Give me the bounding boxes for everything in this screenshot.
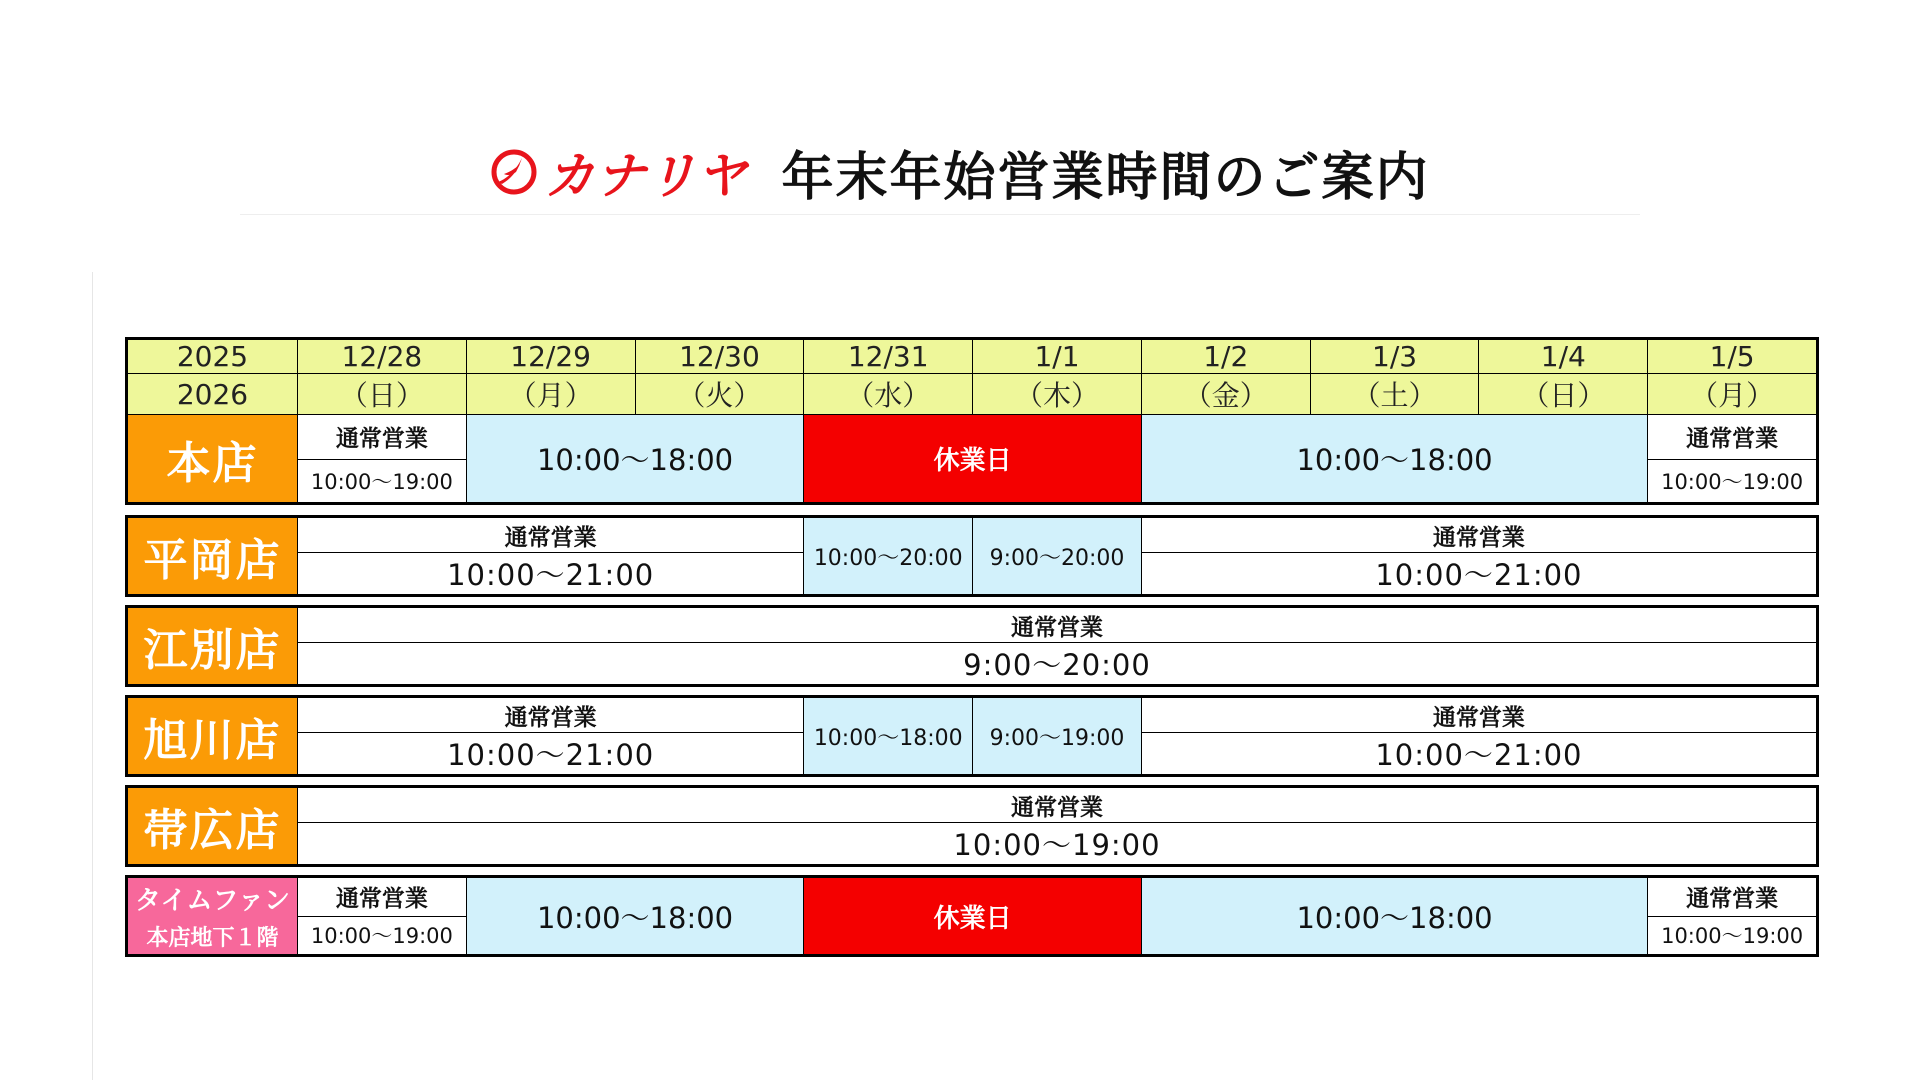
normal-hours: 10:00～21:00 xyxy=(1142,733,1816,774)
normal-label: 通常営業 xyxy=(298,788,1816,822)
year-bottom: 2026 xyxy=(128,374,297,414)
special-hours: 10:00～18:00 xyxy=(467,415,804,502)
day-dow: （土） xyxy=(1311,374,1479,414)
store-name-line2: 本店地下１階 xyxy=(146,926,279,951)
store-name-timefan xyxy=(128,878,297,954)
day-dow: （月） xyxy=(467,374,635,414)
jan1-hours: 9:00～20:00 xyxy=(973,518,1141,594)
dec31-hours: 10:00～20:00 xyxy=(804,518,972,594)
normal-label: 通常営業 xyxy=(298,608,1816,642)
normal-label: 通常営業 xyxy=(1648,878,1816,916)
day-date: 1/5 xyxy=(1648,340,1816,373)
store-name-ebetsu: 江別店 xyxy=(128,608,297,684)
normal-hours: 10:00～19:00 xyxy=(298,460,466,502)
normal-hours: 10:00～19:00 xyxy=(298,823,1816,864)
closed-day: 休業日 xyxy=(804,878,1141,954)
normal-label: 通常営業 xyxy=(298,415,466,459)
day-date: 12/31 xyxy=(804,340,972,373)
normal-hours: 9:00～20:00 xyxy=(298,643,1816,684)
header-divider xyxy=(240,214,1640,215)
normal-hours: 10:00～19:00 xyxy=(1648,460,1816,502)
normal-hours: 10:00～19:00 xyxy=(1648,917,1816,955)
schedule-band-asahikawa xyxy=(125,695,1819,777)
schedule-band-obihiro xyxy=(125,785,1819,867)
normal-hours: 10:00～19:00 xyxy=(298,917,466,955)
normal-hours: 10:00～21:00 xyxy=(298,733,803,774)
page-header xyxy=(0,132,1920,212)
special-hours: 10:00～18:00 xyxy=(1142,878,1647,954)
jan1-hours: 9:00～19:00 xyxy=(973,698,1141,774)
normal-hours: 10:00～21:00 xyxy=(298,553,803,594)
normal-hours: 10:00～21:00 xyxy=(1142,553,1816,594)
brand-name: カナリヤ xyxy=(544,147,748,205)
dec31-hours: 10:00～18:00 xyxy=(804,698,972,774)
day-date: 12/28 xyxy=(298,340,466,373)
store-name-hiraoka: 平岡店 xyxy=(128,518,297,594)
day-date: 1/1 xyxy=(973,340,1141,373)
day-date: 12/29 xyxy=(467,340,635,373)
store-name-line1: タイムファン xyxy=(135,886,290,916)
day-dow: （日） xyxy=(298,374,466,414)
normal-label: 通常営業 xyxy=(298,698,803,732)
day-date: 12/30 xyxy=(636,340,804,373)
normal-label: 通常営業 xyxy=(1648,415,1816,459)
day-date: 1/3 xyxy=(1311,340,1479,373)
special-hours: 10:00～18:00 xyxy=(1142,415,1647,502)
day-dow: （木） xyxy=(973,374,1141,414)
normal-label: 通常営業 xyxy=(1142,698,1816,732)
brand-logo xyxy=(490,136,747,208)
day-dow: （月） xyxy=(1648,374,1816,414)
special-hours: 10:00～18:00 xyxy=(467,878,804,954)
day-date: 1/2 xyxy=(1142,340,1310,373)
bird-logo-icon xyxy=(490,148,538,196)
normal-label: 通常営業 xyxy=(298,518,803,552)
store-name-obihiro: 帯広店 xyxy=(128,788,297,864)
page-title: 年末年始営業時間のご案内 xyxy=(781,147,1430,208)
store-name-honten: 本店 xyxy=(128,415,297,502)
closed-day: 休業日 xyxy=(804,415,1141,502)
schedule-band-hiraoka xyxy=(125,515,1819,597)
schedule-band-honten xyxy=(125,337,1819,505)
store-name-asahikawa: 旭川店 xyxy=(128,698,297,774)
day-dow: （金） xyxy=(1142,374,1310,414)
year-top: 2025 xyxy=(128,340,297,373)
normal-label: 通常営業 xyxy=(298,878,466,916)
schedule-band-ebetsu xyxy=(125,605,1819,687)
day-dow: （日） xyxy=(1479,374,1647,414)
day-dow: （水） xyxy=(804,374,972,414)
day-dow: （火） xyxy=(636,374,804,414)
schedule-band-timefan xyxy=(125,875,1819,957)
normal-label: 通常営業 xyxy=(1142,518,1816,552)
day-date: 1/4 xyxy=(1479,340,1647,373)
page-divider xyxy=(92,272,93,1080)
